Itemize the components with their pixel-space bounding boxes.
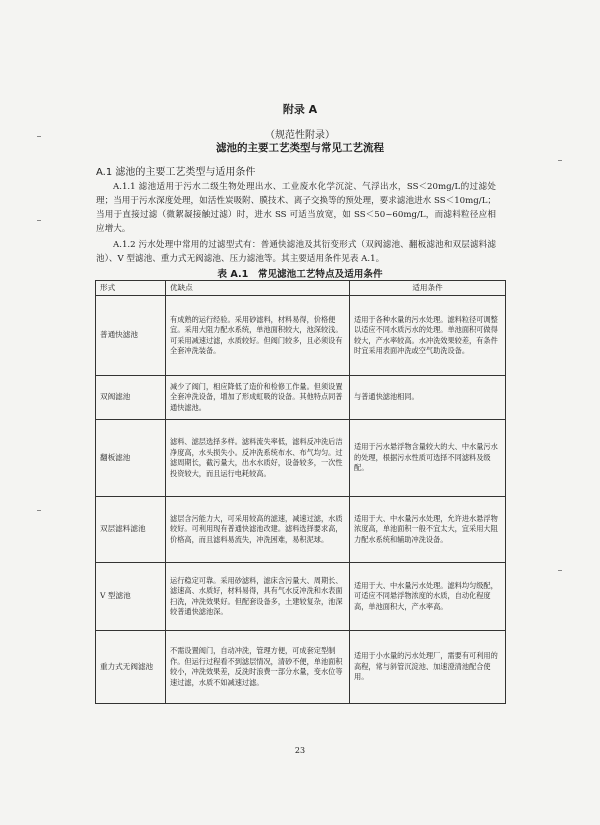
appendix-label: 附录 A [282, 103, 318, 116]
section-heading: A.1 滤池的主要工艺类型与适用条件 [96, 167, 256, 178]
scan-mark [558, 570, 562, 571]
table-row [96, 497, 506, 563]
column-header-conditions: 适用条件 [350, 281, 506, 296]
appendix-title: 滤池的主要工艺类型与常见工艺流程 [216, 142, 384, 154]
cell-form: 双阀滤池 [96, 376, 166, 420]
table-row [96, 296, 506, 376]
paragraph-a-1-2: A.1.2 污水处理中常用的过滤型式有：普通快滤池及其衍变形式（双阀滤池、翻板滤池和双层滤料滤池）、V 型滤池、重力式无阀滤池、压力滤池等。其主要适用条件见表 A.1。 [96, 240, 496, 264]
table-row [96, 376, 506, 420]
cell-conditions: 与普通快滤池相同。 [350, 376, 506, 420]
column-header-form: 形式 [96, 281, 166, 296]
cell-conditions: 适用于大、中水量污水处理，允许进水悬浮物浓度高，单池面积一般不宜太大，宜采用大阻力配水系统和辅助冲洗设备。 [350, 497, 506, 563]
cell-form: 翻板滤池 [96, 420, 166, 497]
table-row [96, 563, 506, 631]
filter-process-table [95, 280, 506, 704]
scan-mark [37, 510, 41, 511]
scan-mark [37, 220, 41, 221]
table-row [96, 631, 506, 704]
cell-form: 重力式无阀滤池 [96, 631, 166, 704]
paragraph-a-1-1: A.1.1 滤池适用于污水二级生物处理出水、工业废水化学沉淀、气浮出水，SS＜20mg/L的过滤处理；当用于污水深度处理，如活性炭吸附、膜技术、离子交换等的预处理，要求滤池进水 SS＜10mg/L；当用于直接过滤（微絮凝接触过滤）时，进水 SS 可适当放宽，如 SS＜50~60mg/L，而滤料粒径应相应增大。 [96, 182, 496, 234]
column-header-pros-cons: 优缺点 [166, 281, 350, 296]
cell-conditions: 适用于小水量的污水处理厂，需要有可利用的高程，常与斜管沉淀池、加速澄清池配合使用。 [350, 631, 506, 704]
cell-pros-cons: 运行稳定可靠。采用砂滤料，滤床含污量大、周期长、滤速高、水质好，材料易得，具有气水反冲洗和水表面扫洗，冲洗效果好。但配套设备多，土建较复杂，池深较普通快滤池深。 [166, 563, 350, 631]
cell-form: V 型滤池 [96, 563, 166, 631]
cell-pros-cons: 有成熟的运行经验。采用砂滤料，材料易得，价格便宜。采用大阻力配水系统，单池面积较大，池深较浅。可采用减速过滤，水质较好。但阀门较多，且必须设有全套冲洗装备。 [166, 296, 350, 376]
cell-form: 双层滤料滤池 [96, 497, 166, 563]
table-row [96, 420, 506, 497]
table-header-row [96, 281, 506, 296]
cell-pros-cons: 滤料、滤层选择多样。滤料流失率低，滤料反冲洗后洁净度高，水头损失小。反冲洗系统布水、布气均匀。过滤周期长，截污量大，出水水质好，设备较多，一次性投资较大，而且运行电耗较高。 [166, 420, 350, 497]
cell-form: 普通快滤池 [96, 296, 166, 376]
scan-mark [558, 160, 562, 161]
cell-pros-cons: 减少了阀门，相应降低了造价和检修工作量。但须设置全套冲洗设备，增加了形成虹吸的设备。其他特点同普通快滤池。 [166, 376, 350, 420]
cell-conditions: 适用于污水悬浮物含量较大的大、中水量污水的处理，根据污水性质可选择不同滤料及级配。 [350, 420, 506, 497]
cell-pros-cons: 滤层含污能力大，可采用较高的滤速，减速过滤，水质较好。可利用现有普通快滤池改建。滤料选择要求高，价格高，而且滤料易流失，冲洗困难，易积泥球。 [166, 497, 350, 563]
cell-conditions: 适用于各种水量的污水处理。滤料粒径可调整以适应不同水质污水的处理。单池面积可做得较大，产水率较高。水冲洗效果较差，有条件时宜采用表面冲洗或空气助洗设备。 [350, 296, 506, 376]
table-title: 表 A.1 常见滤池工艺特点及适用条件 [217, 269, 383, 280]
appendix-note: （规范性附录） [265, 130, 335, 141]
cell-conditions: 适用于大、中水量污水处理。滤料均匀级配，可适应不同悬浮物浓度的水质，自动化程度高，单池面积大，产水率高。 [350, 563, 506, 631]
page-number: 23 [294, 746, 306, 755]
cell-pros-cons: 不需设置阀门，自动冲洗，管理方便，可成套定型制作。但运行过程看不到滤层情况，清砂不便，单池面积较小，冲洗效果差，反洗时浪费一部分水量，变水位等速过滤，水质不如减速过滤。 [166, 631, 350, 704]
